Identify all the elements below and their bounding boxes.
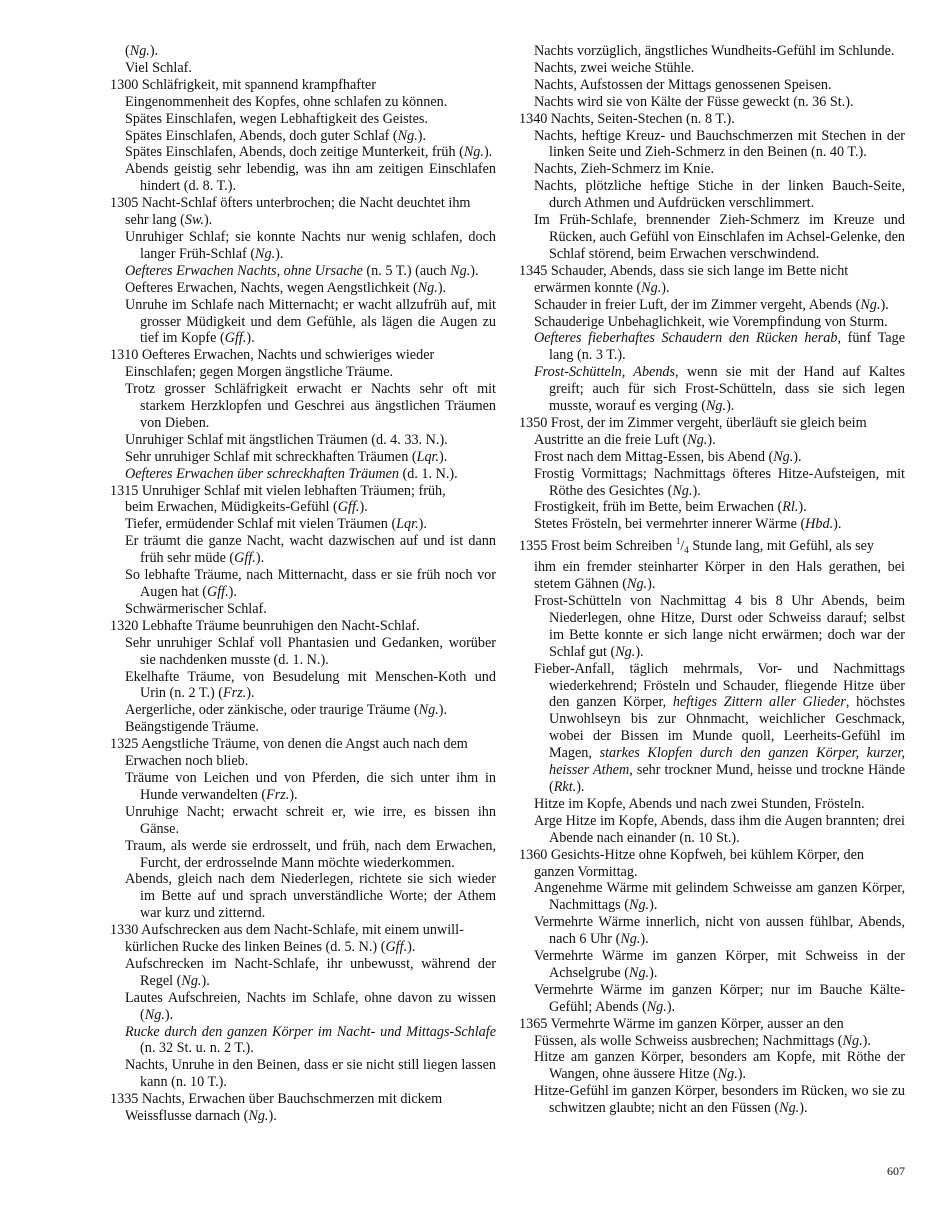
entry-line: Oefteres Erwachen Nachts, ohne Ursache (n. 5 T.) (auch Ng.).	[125, 262, 479, 279]
entry-line: Nachts, heftige Kreuz- und Bauchschmerzen mit Stechen in der linken Seite und Zieh-Schmerz in den Beinen (n. 40 T.).	[534, 127, 905, 161]
entry-line: Stetes Frösteln, bei vermehrter innerer Wärme (Hbd.).	[534, 516, 842, 533]
entry-line: Hitze-Gefühl im ganzen Körper, besonders im Rücken, wo sie zu schwitzen glaubte; nicht an den Füssen (Ng.).	[534, 1083, 905, 1117]
entry-line: Spätes Einschlafen, Abends, doch guter Schlaf (Ng.).	[125, 127, 427, 144]
entry-line: Träume von Leichen und von Pferden, die sich unter ihm in Hunde verwandelten (Frz.).	[125, 769, 496, 803]
entry-line: Sehr unruhiger Schlaf voll Phantasien und Gedanken, worüber sie nachdenken musste (d. 1. N.).	[125, 634, 496, 668]
entry-line: Austritte an die freie Luft (Ng.).	[534, 431, 716, 448]
entry-line: Schauderige Unbehaglichkeit, wie Vorempfindung von Sturm.	[534, 313, 888, 330]
entry-line: Nachts, plötzliche heftige Stiche in der linken Bauch-Seite, durch Athmen und Aufdrücken verschlimmert.	[534, 178, 905, 212]
entry-line: Schauder in freier Luft, der im Zimmer vergeht, Abends (Ng.).	[534, 296, 889, 313]
entry-line: Hitze im Kopfe, Abends und nach zwei Stunden, Frösteln.	[534, 795, 865, 812]
entry-line: Oefteres Erwachen über schreckhaften Träumen (d. 1. N.).	[125, 465, 458, 482]
entry-line: Spätes Einschlafen, wegen Lebhaftigkeit des Geistes.	[125, 110, 428, 127]
entry-line: Unruhiger Schlaf; sie konnte Nachts nur wenig schlafen, doch langer Früh-Schlaf (Ng.).	[125, 228, 496, 262]
entry-line: Traum, als werde sie erdrosselt, und früh, nach dem Erwachen, Furcht, der erdrosselnde Mann möchte wiederkommen.	[125, 837, 496, 871]
entry-line: 1310 Oefteres Erwachen, Nachts und schwieriges wieder	[110, 347, 435, 364]
entry-line: Vermehrte Wärme im ganzen Körper, mit Schweiss in der Achselgrube (Ng.).	[534, 948, 905, 981]
entry-line: Eingenommenheit des Kopfes, ohne schlafen zu können.	[125, 93, 448, 110]
entry-line: Vermehrte Wärme innerlich, nicht von aussen fühlbar, Abends, nach 6 Uhr (Ng.).	[534, 914, 905, 948]
entry-line: Nachts wird sie von Kälte der Füsse geweckt (n. 36 St.).	[534, 93, 854, 110]
entry-line: Nachts vorzüglich, ängstliches Wundheits-Gefühl im Schlunde.	[534, 43, 895, 59]
entry-line: Abends, gleich nach dem Niederlegen, richtete sie sich wieder im Bette auf und sprach unverständliche Worte; der Athem war kurz und zitternd.	[125, 871, 496, 922]
entry-line: Viel Schlaf.	[125, 59, 192, 76]
entry-line: Angenehme Wärme mit gelindem Schweisse am ganzen Körper, Nachmittags (Ng.).	[534, 880, 905, 914]
entry-line: Tiefer, ermüdender Schlaf mit vielen Träumen (Lqr.).	[125, 516, 427, 533]
entry-line: Rucke durch den ganzen Körper im Nacht- und Mittags-Schlafe (n. 32 St. u. n. 2 T.).	[125, 1023, 496, 1057]
entry-line: 1360 Gesichts-Hitze ohne Kopfweh, bei kühlem Körper, den	[519, 846, 864, 863]
entry-line: sehr lang (Sw.).	[125, 212, 213, 229]
left-column	[110, 43, 496, 1125]
entry-line: 1300 Schläfrigkeit, mit spannend krampfhafter	[110, 76, 376, 93]
entry-line: beim Erwachen, Müdigkeits-Gefühl (Gff.).	[125, 499, 368, 516]
right-column	[519, 43, 905, 1117]
entry-line: Oefteres Erwachen, Nachts, wegen Aengstlichkeit (Ng.).	[125, 279, 447, 296]
entry-line: Er träumt die ganze Nacht, wacht dazwischen auf und ist dann früh sehr müde (Gff.).	[125, 533, 496, 567]
entry-line: So lebhafte Träume, nach Mitternacht, dass er sie früh noch vor Augen hat (Gff.).	[125, 567, 496, 600]
entry-line: Unruhiger Schlaf mit ängstlichen Träumen (d. 4. 33. N.).	[125, 431, 448, 448]
entry-line: ganzen Vormittag.	[534, 863, 638, 880]
entry-line: 1320 Lebhafte Träume beunruhigen den Nacht-Schlaf.	[110, 617, 420, 634]
entry-line: Arge Hitze im Kopfe, Abends, dass ihm die Augen brannten; drei Abende nach einander (n. 10 St.).	[534, 812, 905, 846]
entry-line: 1340 Nachts, Seiten-Stechen (n. 8 T.).	[519, 110, 735, 127]
entry-line: 1345 Schauder, Abends, dass sie sich lange im Bette nicht	[519, 262, 849, 279]
entry-line: Erwachen noch blieb.	[125, 753, 249, 770]
entry-line: Fieber-Anfall, täglich mehrmals, Vor- und Nachmittags wiederkehrend; Frösteln und Schauder, fliegende Hitze über den ganzen Körper, heftiges Zittern aller Glieder, höchstes Unwohlseyn bis zur Ohnmacht, weichlicher Geschmack, wobei der Bissen im Munde quoll, Leerheits-Gefühl im Magen, starkes Klopfen durch den ganzen Körper, kurzer, heisser Athem, sehr trockner Mund, heisse und trockne Hände (Rkt.).	[534, 660, 905, 795]
entry-line: Spätes Einschlafen, Abends, doch zeitige Munterkeit, früh (Ng.).	[125, 144, 493, 161]
entry-line: Beängstigende Träume.	[125, 719, 259, 736]
entry-line: Hitze am ganzen Körper, besonders am Kopfe, mit Röthe der Wangen, ohne äussere Hitze (Ng.).	[534, 1049, 905, 1083]
entry-line: kürlichen Rucke des linken Beines (d. 5. N.) (Gff.).	[125, 939, 416, 956]
entry-line: Oefteres fieberhaftes Schaudern den Rücken herab, fünf Tage lang (n. 3 T.).	[534, 330, 905, 364]
entry-line: Schwärmerischer Schlaf.	[125, 600, 267, 617]
entry-line: Aergerliche, oder zänkische, oder traurige Träume (Ng.).	[125, 702, 448, 719]
entry-line: Unruhe im Schlafe nach Mitternacht; er wacht allzufrüh auf, mit grosser Müdigkeit und dem Gefühle, als lägen die Augen zu tief im Kopfe (Gff.).	[125, 296, 496, 347]
entry-line: Trotz grosser Schläfrigkeit erwacht er Nachts sehr oft mit starkem Herzklopfen und Geschrei aus ängstlichen Träumen von Dieben.	[125, 381, 496, 431]
entry-line: Frost nach dem Mittag-Essen, bis Abend (Ng.).	[534, 448, 802, 465]
entry-line: Nachts, Zieh-Schmerz im Knie.	[534, 161, 715, 178]
entry-line: 1350 Frost, der im Zimmer vergeht, überläuft sie gleich beim	[519, 414, 867, 431]
entry-line: 1355 Frost beim Schreiben $^1/_4$ Stunde lang, mit Gefühl, als sey	[519, 536, 874, 556]
entry-line: Frostigkeit, früh im Bette, beim Erwachen (Rl.).	[534, 499, 807, 516]
entry-line: Im Früh-Schlafe, brennender Zieh-Schmerz im Kreuze und Rücken, auch Gefühl von Einschlafen im Achsel-Gelenke, den Schlaf störend, beim Erwachen verschwindend.	[534, 212, 905, 262]
entry-line: 1365 Vermehrte Wärme im ganzen Körper, ausser an den	[519, 1015, 844, 1032]
entry-line: 1325 Aengstliche Träume, von denen die Angst auch nach dem	[110, 736, 468, 753]
entry-line: Vermehrte Wärme im ganzen Körper; nur im Bauche Kälte-Gefühl; Abends (Ng.).	[534, 981, 905, 1015]
entry-line: Sehr unruhiger Schlaf mit schreckhaften Träumen (Lqr.).	[125, 448, 448, 465]
entry-line: 1315 Unruhiger Schlaf mit vielen lebhaften Träumen; früh,	[110, 482, 446, 499]
entry-line: Nachts, Unruhe in den Beinen, dass er sie nicht still liegen lassen kann (n. 10 T.).	[125, 1057, 496, 1091]
entry-line: ihm ein fremder steinharter Körper in den Hals gerathen, bei stetem Gähnen (Ng.).	[534, 559, 905, 593]
entry-line: Unruhige Nacht; erwacht schreit er, wie irre, es bissen ihn Gänse.	[125, 803, 496, 837]
entry-line: 1335 Nachts, Erwachen über Bauchschmerzen mit dickem	[110, 1091, 443, 1108]
entry-line: Aufschrecken im Nacht-Schlafe, ihr unbewusst, während der Regel (Ng.).	[125, 955, 496, 989]
entry-line: Frost-Schütteln, Abends, wenn sie mit der Hand auf Kaltes greift; auch für sich Frost-Schütteln, dass sie sich legen musste, worauf es verging (Ng.).	[534, 364, 905, 415]
entry-line: Frost-Schütteln von Nachmittag 4 bis 8 Uhr Abends, beim Niederlegen, ohne Hitze, Durst oder Schweiss darauf; selbst im Bette konnte er sich lange nicht erwärmen; doch war der Schlaf gut (Ng.).	[534, 593, 905, 660]
entry-line: Weissflusse darnach (Ng.).	[125, 1108, 277, 1125]
entry-line: Nachts, Aufstossen der Mittags genossenen Speisen.	[534, 76, 832, 93]
entry-line: Ekelhafte Träume, von Besudelung mit Menschen-Koth und Urin (n. 2 T.) (Frz.).	[125, 668, 496, 702]
entry-line: Lautes Aufschreien, Nachts im Schlafe, ohne davon zu wissen (Ng.).	[125, 989, 496, 1023]
entry-line: (Ng.).	[125, 43, 159, 59]
entry-line: erwärmen konnte (Ng.).	[534, 279, 670, 296]
entry-line: Füssen, als wolle Schweiss ausbrechen; Nachmittags (Ng.).	[534, 1032, 871, 1049]
entry-line: Nachts, zwei weiche Stühle.	[534, 59, 695, 76]
entry-line: Abends geistig sehr lebendig, was ihn am zeitigen Einschlafen hindert (d. 8. T.).	[125, 161, 496, 195]
page-number: 607	[887, 1164, 905, 1178]
entry-line: Frostig Vormittags; Nachmittags öfteres Hitze-Aufsteigen, mit Röthe des Gesichtes (Ng.).	[534, 465, 905, 499]
entry-line: 1305 Nacht-Schlaf öfters unterbrochen; die Nacht deuchtet ihm	[110, 195, 471, 212]
entry-line: Einschlafen; gegen Morgen ängstliche Träume.	[125, 364, 394, 381]
entry-line: 1330 Aufschrecken aus dem Nacht-Schlafe, mit einem unwill-	[110, 922, 464, 939]
